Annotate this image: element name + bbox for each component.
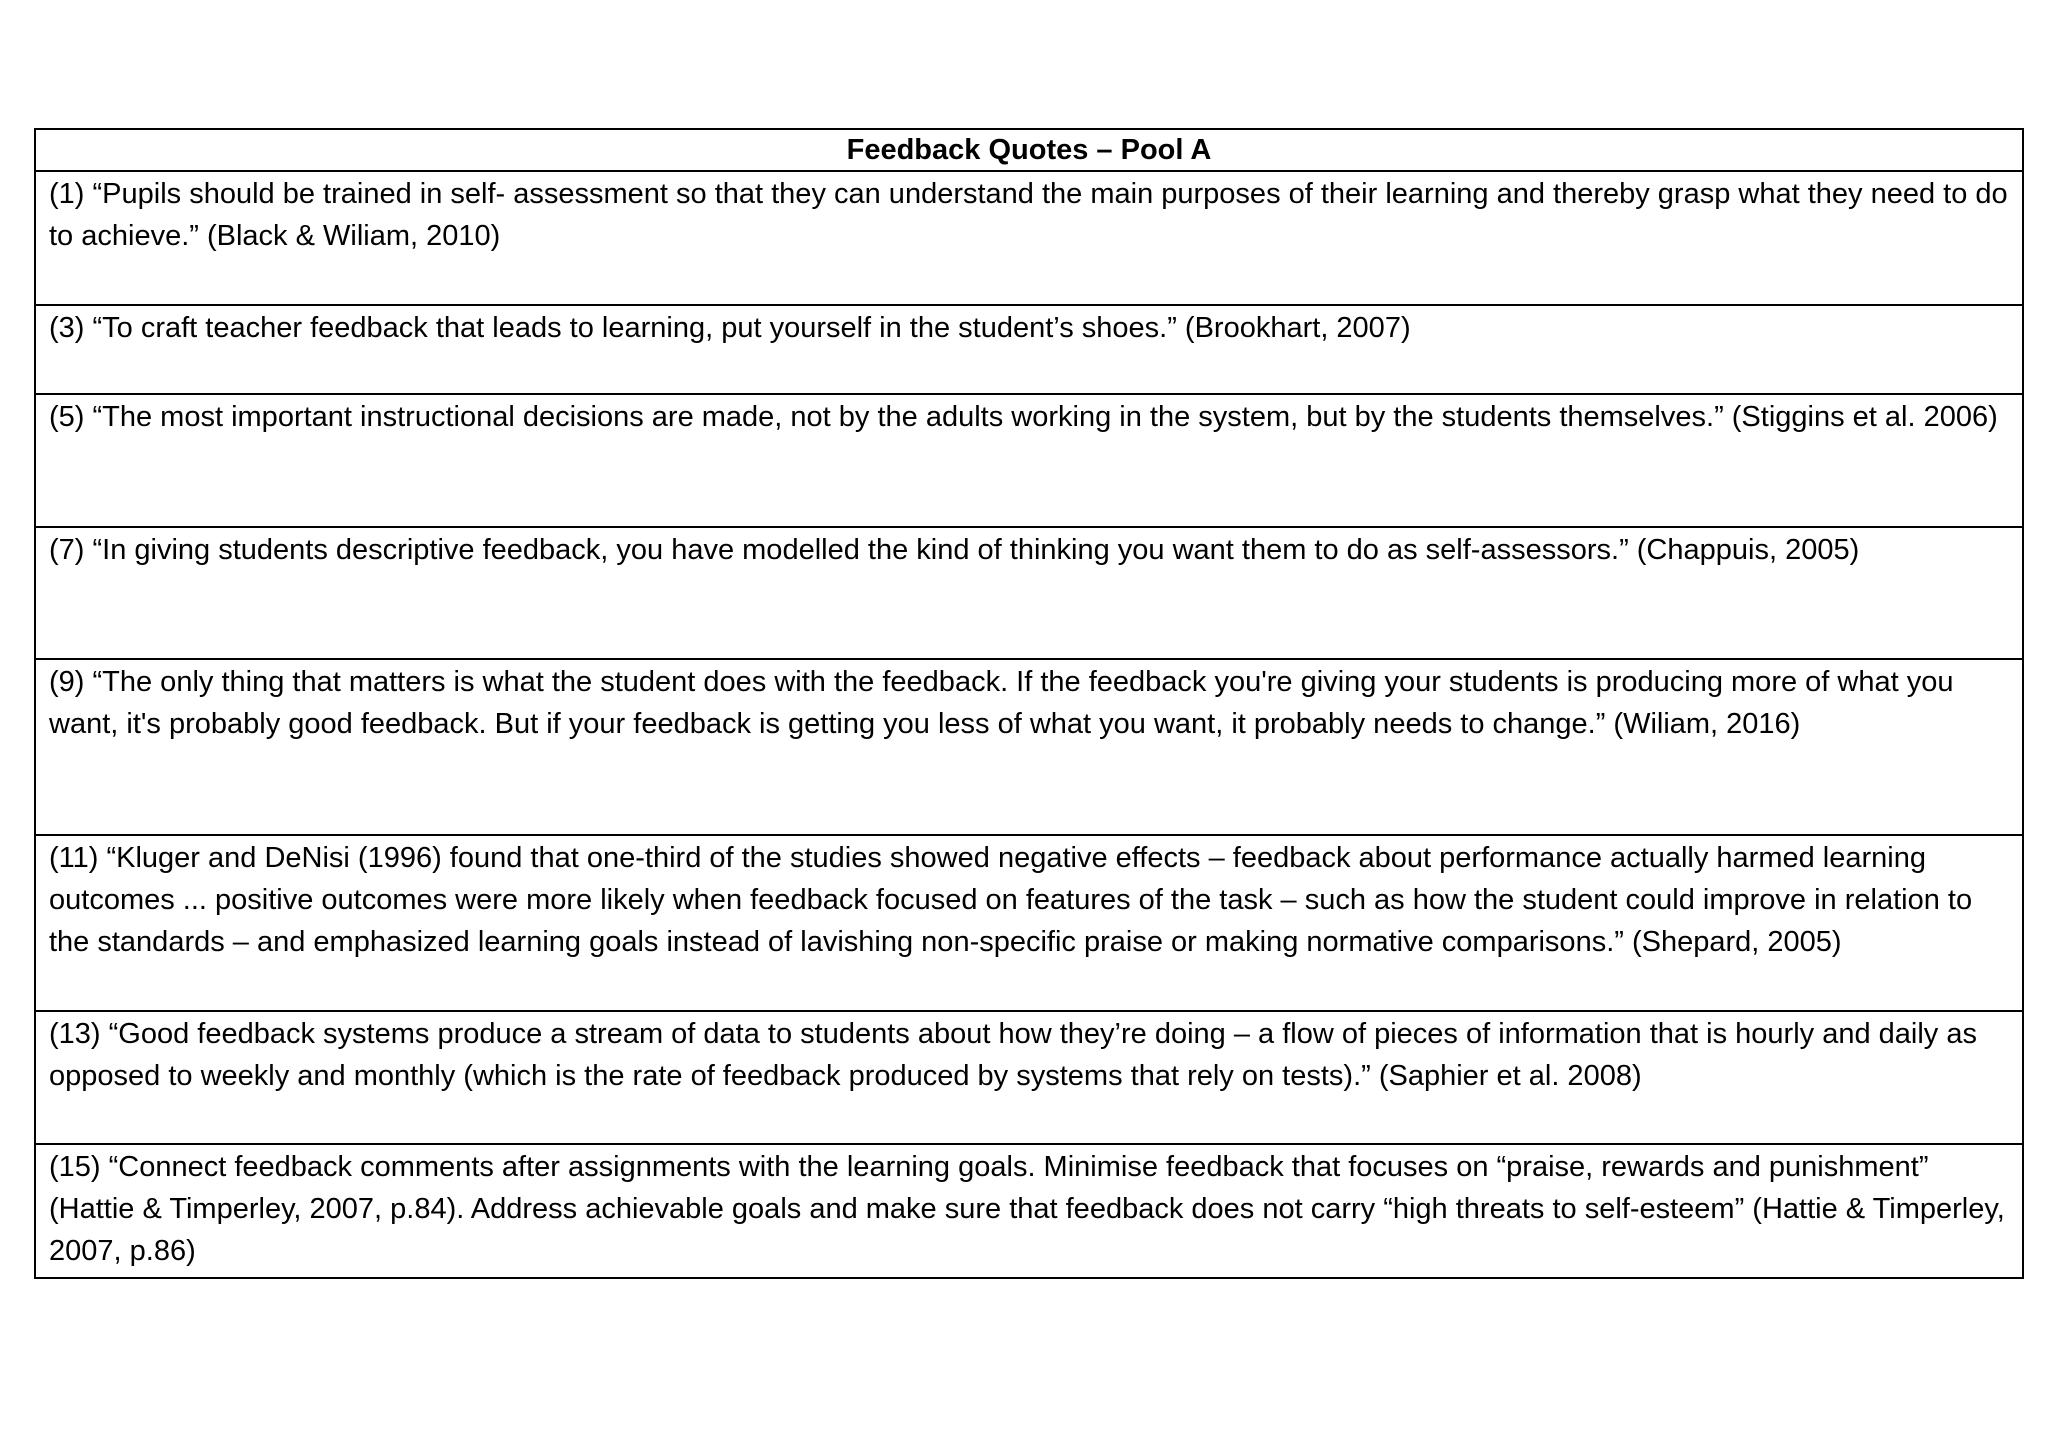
quote-text: (13) “Good feedback systems produce a stream of data to students about how they’re doing – a flow of pieces of information that is hourly and daily as opposed to weekly and monthly (which is the rate of feedback produced by systems that rely on tests).” (Saphier et al. 2008) (49, 1018, 1977, 1092)
quote-text: (3) “To craft teacher feedback that leads to learning, put yourself in the student’s shoes.” (Brookhart, 2007) (49, 312, 1411, 344)
quote-cell (35, 394, 2023, 527)
feedback-quotes-table (34, 128, 2024, 1279)
quote-text: (11) “Kluger and DeNisi (1996) found that one-third of the studies showed negative effects – feedback about performance actually harmed learning outcomes ... positive outcomes were more likely when feedback focused on features of the task – such as how the student could improve in relation to the standards – and emphasized learning goals instead of lavishing non-specific praise or making normative comparisons.” (Shepard, 2005) (49, 842, 1973, 958)
quote-cell (35, 527, 2023, 659)
quote-cell (35, 305, 2023, 394)
quote-text: (5) “The most important instructional decisions are made, not by the adults working in the system, but by the students themselves.” (Stiggins et al. 2006) (49, 401, 1998, 433)
table-row (35, 835, 2023, 1011)
table-title: Feedback Quotes – Pool A (35, 129, 2023, 171)
table-row (35, 394, 2023, 527)
table-row (35, 1011, 2023, 1144)
quote-cell (35, 1144, 2023, 1278)
quote-cell (35, 659, 2023, 835)
table-row (35, 527, 2023, 659)
quote-text: (9) “The only thing that matters is what the student does with the feedback. If the feedback you're giving your students is producing more of what you want, it's probably good feedback. But if your feedback is getting you less of what you want, it probably needs to change.” (Wiliam, 2016) (49, 666, 1954, 740)
table-row (35, 659, 2023, 835)
quote-text: (7) “In giving students descriptive feedback, you have modelled the kind of thinking you want them to do as self-assessors.” (Chappuis, 2005) (49, 534, 1860, 566)
table-row (35, 1144, 2023, 1278)
quote-text: (1) “Pupils should be trained in self- assessment so that they can understand the main purposes of their learning and thereby grasp what they need to do to achieve.” (Black & Wiliam, 2010) (49, 178, 2008, 252)
quote-cell (35, 171, 2023, 305)
table-header-row (35, 129, 2023, 171)
table-row (35, 305, 2023, 394)
table-row (35, 171, 2023, 305)
quote-text: (15) “Connect feedback comments after assignments with the learning goals. Minimise feedback that focuses on “praise, rewards and punishment” (Hattie & Timperley, 2007, p.84). Address achievable goals and make sure that feedback does not carry “high threats to self-esteem” (Hattie & Timperley, 2007, p.86) (49, 1151, 2005, 1267)
quote-cell (35, 1011, 2023, 1144)
quote-cell (35, 835, 2023, 1011)
